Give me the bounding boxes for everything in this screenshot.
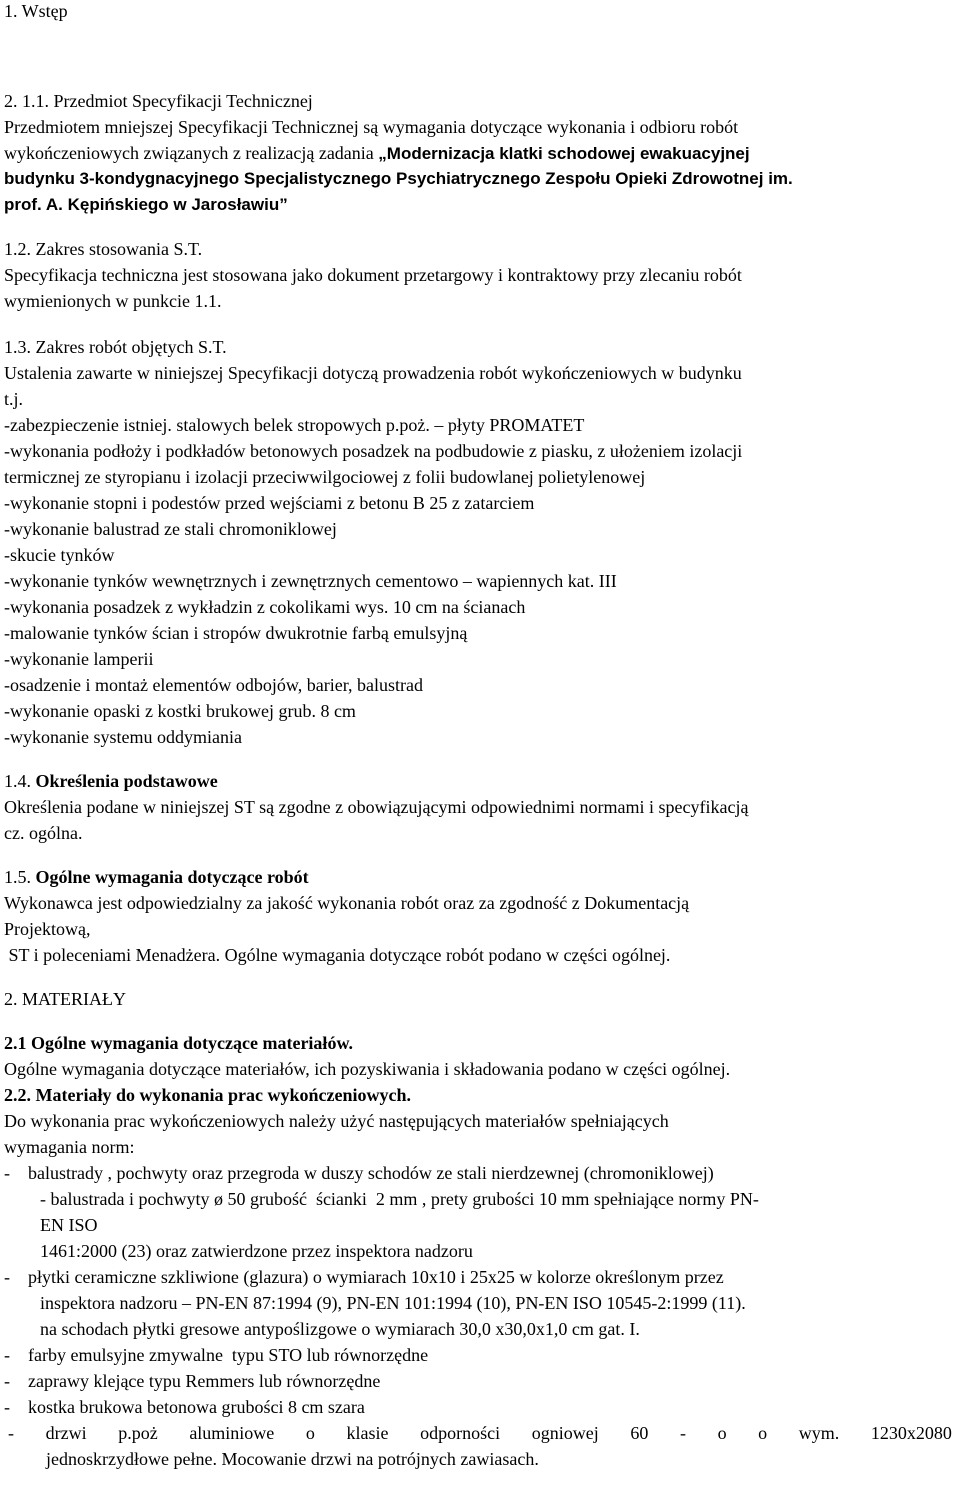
heading-wstep: 1. Wstęp	[4, 1, 68, 21]
word: aluminiowe	[189, 1423, 275, 1443]
list-item: -wykonania posadzek z wykładzin z cokolikami wys. 10 cm na ścianach	[4, 597, 526, 617]
word: wym.	[798, 1423, 840, 1443]
list-item: -wykonanie systemu oddymiania	[4, 727, 242, 747]
word: 1230x2080	[870, 1423, 952, 1443]
project-title-run: „Modernizacja klatki schodowej ewakuacyjnej	[378, 144, 750, 163]
list-item: -wykonania podłoży i podkładów betonowych posadzek na podbudowie z piasku, z ułożeniem izolacji	[4, 441, 743, 461]
text-run: wykończeniowych związanych z realizacją zadania	[4, 143, 379, 163]
list-item: -wykonanie tynków wewnętrznych i zewnętrznych cementowo – wapiennych kat. III	[4, 571, 617, 591]
section-title: Określenia podstawowe	[35, 771, 218, 791]
list-subitem: inspektora nadzoru – PN-EN 87:1994 (9), PN-EN 101:1994 (10), PN-EN ISO 10545-2:1999 (11).	[40, 1293, 746, 1313]
word: klasie	[346, 1423, 389, 1443]
paragraph-line: t.j.	[4, 389, 24, 409]
section-number: 1.5.	[4, 867, 36, 887]
word: ogniowej	[531, 1423, 599, 1443]
list-subitem: jednoskrzydłowe pełne. Mocowanie drzwi na potrójnych zawiasach.	[46, 1449, 539, 1469]
heading-1-4	[4, 768, 218, 794]
word: odporności	[420, 1423, 501, 1443]
list-item: - farby emulsyjne zmywalne typu STO lub równorzędne	[4, 1345, 429, 1365]
list-item: termicznej ze styropianu i izolacji przeciwwilgociowej z folii budowlanej polietylenowej	[4, 467, 646, 487]
list-item-justified	[8, 1420, 952, 1446]
word: 60	[630, 1423, 649, 1443]
list-item: - balustrady , pochwyty oraz przegroda w duszy schodów ze stali nierdzewnej (chromoniklowej)	[4, 1163, 714, 1183]
paragraph-line	[4, 140, 750, 167]
paragraph-line: cz. ogólna.	[4, 823, 83, 843]
list-subitem: - balustrada i pochwyty ø 50 grubość ścianki 2 mm , prety grubości 10 mm spełniające normy PN-	[40, 1189, 759, 1209]
list-item: -wykonanie opaski z kostki brukowej grub. 8 cm	[4, 701, 356, 721]
list-item: -wykonanie stopni i podestów przed wejściami z betonu B 25 z zatarciem	[4, 493, 535, 513]
paragraph-line: wymagania norm:	[4, 1137, 135, 1157]
list-subitem: 1461:2000 (23) oraz zatwierdzone przez inspektora nadzoru	[40, 1241, 473, 1261]
list-item: - zaprawy klejące typu Remmers lub równorzędne	[4, 1371, 381, 1391]
list-subitem: EN ISO	[40, 1215, 98, 1235]
list-item: -skucie tynków	[4, 545, 115, 565]
heading-2-1: 2.1 Ogólne wymagania dotyczące materiałów.	[4, 1033, 353, 1053]
paragraph-line: Wykonawca jest odpowiedzialny za jakość wykonania robót oraz za zgodność z Dokumentacją	[4, 893, 690, 913]
list-item: -wykonanie lamperii	[4, 649, 154, 669]
list-item: - płytki ceramiczne szkliwione (glazura) o wymiarach 10x10 i 25x25 w kolorze określonym przez	[4, 1267, 724, 1287]
heading-1-2: 1.2. Zakres stosowania S.T.	[4, 239, 203, 259]
word: -	[679, 1423, 686, 1443]
section-title: Ogólne wymagania dotyczące robót	[35, 867, 309, 887]
paragraph-line: wymienionych w punkcie 1.1.	[4, 291, 222, 311]
word: o	[758, 1423, 768, 1443]
paragraph-line: Przedmiotem mniejszej Specyfikacji Technicznej są wymagania dotyczące wykonania i odbioru robót	[4, 117, 739, 137]
word: o	[305, 1423, 315, 1443]
paragraph-line: Ustalenia zawarte w niniejszej Specyfikacji dotyczą prowadzenia robót wykończeniowych w budynku	[4, 363, 742, 383]
project-title-line: budynku 3-kondygnacyjnego Specjalistycznego Psychiatrycznego Zespołu Opieki Zdrowotnej im.	[4, 169, 793, 188]
list-item: -wykonanie balustrad ze stali chromoniklowej	[4, 519, 337, 539]
paragraph-line: Specyfikacja techniczna jest stosowana jako dokument przetargowy i kontraktowy przy zlecaniu robót	[4, 265, 742, 285]
paragraph-line: Projektową,	[4, 919, 91, 939]
word: o	[717, 1423, 727, 1443]
heading-2-2: 2.2. Materiały do wykonania prac wykończeniowych.	[4, 1085, 411, 1105]
word: p.poż	[118, 1423, 158, 1443]
heading-1-3: 1.3. Zakres robót objętych S.T.	[4, 337, 227, 357]
paragraph-line: Do wykonania prac wykończeniowych należy użyć następujących materiałów spełniających	[4, 1111, 669, 1131]
list-item: -osadzenie i montaż elementów odbojów, barier, balustrad	[4, 675, 423, 695]
section-number: 1.4.	[4, 771, 36, 791]
paragraph-line: Określenia podane w niniejszej ST są zgodne z obowiązującymi odpowiednimi normami i specyfikacją	[4, 797, 749, 817]
list-item: -malowanie tynków ścian i stropów dwukrotnie farbą emulsyjną	[4, 623, 468, 643]
paragraph-line: ST i poleceniami Menadżera. Ogólne wymagania dotyczące robót podano w części ogólnej.	[4, 945, 671, 965]
paragraph-line: Ogólne wymagania dotyczące materiałów, ich pozyskiwania i składowania podano w części ogólnej.	[4, 1059, 731, 1079]
heading-1-5	[4, 864, 309, 890]
list-item: -zabezpieczenie istniej. stalowych belek stropowych p.poż. – płyty PROMATET	[4, 415, 585, 435]
word: drzwi	[45, 1423, 87, 1443]
list-item: - kostka brukowa betonowa grubości 8 cm szara	[4, 1397, 365, 1417]
heading-1-1: 2. 1.1. Przedmiot Specyfikacji Technicznej	[4, 91, 313, 111]
heading-2: 2. MATERIAŁY	[4, 989, 126, 1009]
list-subitem: na schodach płytki gresowe antypoślizgowe o wymiarach 30,0 x30,0x1,0 cm gat. I.	[40, 1319, 640, 1339]
word: -	[8, 1423, 14, 1443]
project-title-line: prof. A. Kępińskiego w Jarosławiu”	[4, 195, 288, 214]
